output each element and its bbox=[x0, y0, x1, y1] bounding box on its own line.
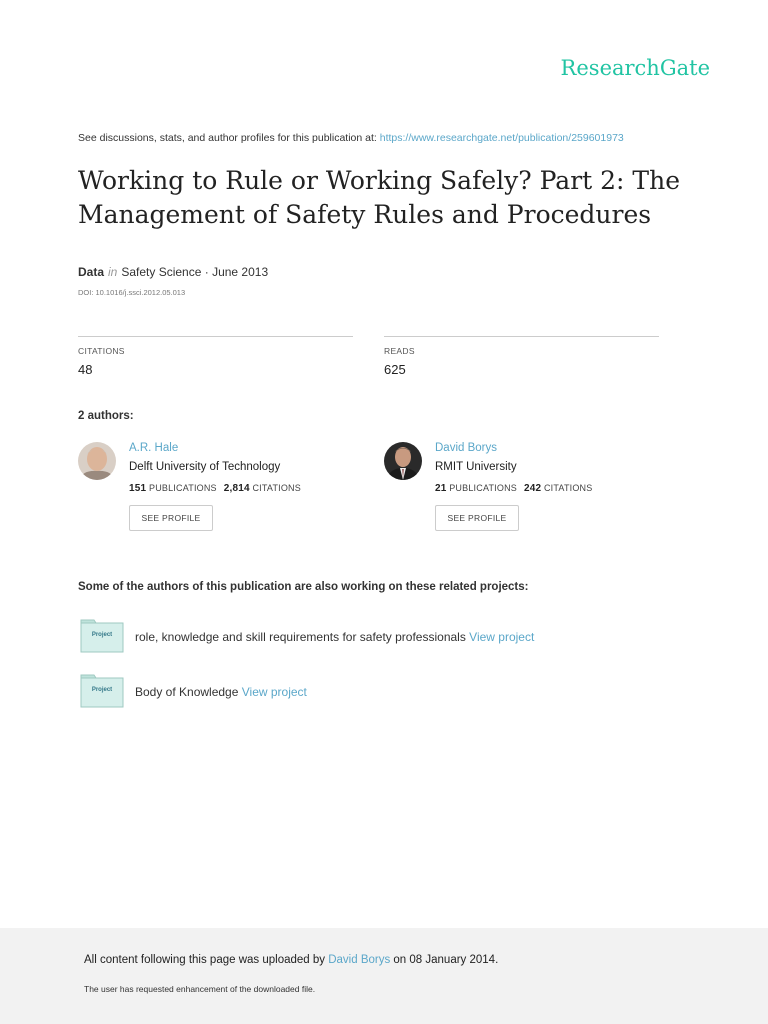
reads-label: READS bbox=[384, 346, 415, 356]
project-title: role, knowledge and skill requirements for safety professionals bbox=[135, 630, 470, 644]
project-title: Body of Knowledge bbox=[135, 685, 242, 699]
citations-value: 48 bbox=[78, 362, 93, 377]
upload-suffix: on 08 January 2014. bbox=[390, 954, 499, 966]
footer bbox=[0, 928, 768, 1024]
see-profile-button[interactable]: SEE PROFILE bbox=[129, 505, 213, 531]
author-avatar[interactable] bbox=[384, 442, 422, 480]
doi: DOI: 10.1016/j.ssci.2012.05.013 bbox=[78, 288, 186, 297]
author-avatar[interactable] bbox=[78, 442, 116, 480]
publications-count: 21 bbox=[435, 483, 447, 494]
publications-count: 151 bbox=[129, 483, 147, 494]
project-badge: Project bbox=[91, 687, 113, 693]
author-name-link[interactable]: A.R. Hale bbox=[129, 442, 179, 454]
publication-url-link[interactable]: https://www.researchgate.net/publication/259601973 bbox=[379, 132, 624, 144]
upload-prefix: All content following this page was uploaded by bbox=[84, 954, 329, 966]
author-photo-icon bbox=[384, 442, 422, 480]
project-text bbox=[135, 630, 534, 644]
author-name-link[interactable]: David Borys bbox=[435, 442, 497, 454]
intro-text: See discussions, stats, and author profiles for this publication at: bbox=[78, 132, 380, 144]
author-citations-label: CITATIONS bbox=[543, 483, 593, 493]
publication-meta bbox=[78, 265, 268, 279]
project-folder-icon bbox=[80, 619, 124, 653]
project-text bbox=[135, 685, 307, 699]
author-counts bbox=[129, 483, 389, 494]
author-photo-icon bbox=[78, 442, 116, 480]
project-item bbox=[80, 619, 700, 653]
authors-heading: 2 authors: bbox=[78, 410, 134, 422]
intro-line bbox=[78, 132, 718, 144]
in-label: in bbox=[108, 265, 118, 279]
enhancement-note: The user has requested enhancement of the downloaded file. bbox=[84, 984, 316, 994]
citations-label: CITATIONS bbox=[78, 346, 125, 356]
view-project-link[interactable]: View project bbox=[469, 630, 535, 644]
upload-notice bbox=[84, 954, 498, 966]
researchgate-logo[interactable]: ResearchGate bbox=[560, 56, 710, 80]
author-citations-label: CITATIONS bbox=[252, 483, 301, 493]
view-project-link[interactable]: View project bbox=[241, 685, 307, 699]
publication-venue[interactable]: Safety Science · June 2013 bbox=[121, 265, 269, 279]
author-affiliation[interactable]: Delft University of Technology bbox=[129, 461, 281, 473]
publication-type: Data bbox=[78, 265, 105, 279]
author-counts bbox=[435, 483, 695, 494]
author-citations-count: 2,814 bbox=[223, 483, 250, 494]
publications-label: PUBLICATIONS bbox=[149, 483, 217, 493]
projects-heading: Some of the authors of this publication are also working on these related projects: bbox=[78, 581, 529, 593]
publication-title: Working to Rule or Working Safely? Part 2: The Management of Safety Rules and Procedures bbox=[78, 166, 680, 229]
author-citations-count: 242 bbox=[523, 483, 542, 494]
project-item bbox=[80, 674, 700, 708]
publications-label: PUBLICATIONS bbox=[449, 483, 517, 493]
author-affiliation[interactable]: RMIT University bbox=[435, 461, 517, 473]
see-profile-button[interactable]: SEE PROFILE bbox=[435, 505, 519, 531]
reads-stat bbox=[384, 336, 659, 377]
reads-value: 625 bbox=[384, 362, 406, 377]
citations-stat bbox=[78, 336, 353, 377]
project-badge: Project bbox=[91, 632, 113, 638]
project-folder-icon bbox=[80, 674, 124, 708]
uploader-link[interactable]: David Borys bbox=[328, 954, 391, 966]
